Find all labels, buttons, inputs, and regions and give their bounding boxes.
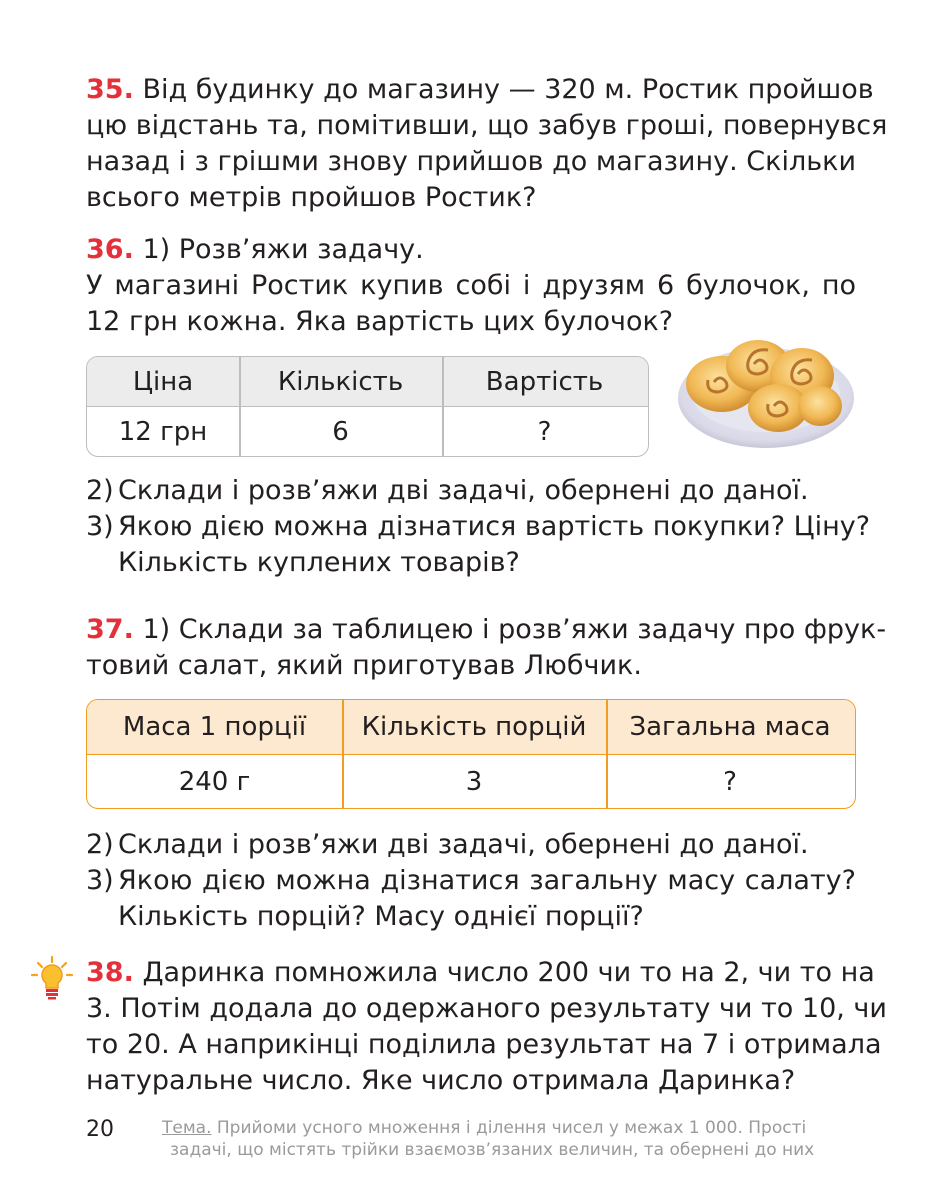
table-header-cell: Кількість [277, 367, 404, 397]
problem-38-line-1: 38. Даринка помножила число 200 чи то на 2, чи то на [86, 957, 875, 988]
problem-36-task-3-line-1: Якою дією можна дізнатися вартість покупки? Ціну? [118, 511, 871, 542]
problem-number: 35. [86, 74, 134, 105]
buns-plate-image [674, 320, 858, 452]
problem-37-line-2: товий салат, який приготував Любчик. [86, 650, 642, 681]
problem-35-line-2: цю відстань та, помітивши, що забув гроші, повернувся [86, 110, 888, 141]
problem-38-line-4: натуральне число. Яке число отримала Даринка? [86, 1065, 796, 1096]
table-cell: ? [723, 767, 737, 797]
problem-number: 38. [86, 957, 134, 988]
table-cell: ? [537, 417, 552, 447]
table-cell: 240 г [178, 767, 251, 797]
table-header-cell: Вартість [485, 367, 604, 397]
problem-36-line-2: 12 грн кожна. Яка вартість цих булочок? [86, 306, 674, 337]
table-header-cell: Кількість порцій [361, 712, 587, 742]
page-number: 20 [86, 1117, 114, 1142]
problem-35-line-4: всього метрів пройшов Ростик? [86, 182, 537, 213]
table-cell: 6 [332, 417, 349, 447]
problem-number: 37. [86, 614, 134, 645]
task-label: 3) [86, 511, 114, 542]
problem-number: 36. [86, 234, 134, 265]
table-cell: 12 грн [118, 417, 208, 447]
problem-37-task-3-line-2: Кількість порцій? Масу однієї порції? [118, 901, 644, 932]
topic-line-1: Прийоми усного множення і ділення чисел у межах 1 000. Прості [211, 1118, 807, 1138]
price-table [86, 356, 649, 457]
problem-36-line-1: У магазині Ростик купив собі і друзям 6 булочок, по [86, 270, 856, 301]
problem-35-line-3: назад і з грішми знову прийшов до магазину. Скільки [86, 146, 856, 177]
topic-footer [162, 1117, 814, 1161]
problem-37-task-3-line-1: Якою дією можна дізнатися загальну масу салату? [118, 865, 856, 896]
topic-line-2: задачі, що містять трійки взаємозв’язаних величин, та обернені до них [170, 1140, 815, 1160]
problem-36-task-2: Склади і розв’яжи дві задачі, обернені до даної. [118, 475, 809, 506]
problem-38-line-2: 3. Потім додала до одержаного результату чи то 10, чи [86, 993, 887, 1024]
table-cell: 3 [465, 767, 483, 797]
problem-36-task-3-line-2: Кількість куплених товарів? [118, 547, 520, 578]
problem-35-line-1: 35. Від будинку до магазину — 320 м. Ростик пройшов [86, 74, 874, 105]
problem-37-line-1: 37. 1) Склади за таблицею і розв’яжи задачу про фрук- [86, 614, 887, 645]
table-header-cell: Маса 1 порції [122, 712, 307, 742]
table-header-cell: Ціна [132, 367, 194, 397]
problem-36-intro: 36. 1) Розв’яжи задачу. [86, 234, 424, 265]
task-label: 2) [86, 829, 114, 860]
task-label: 2) [86, 475, 114, 506]
table-header-cell: Загальна маса [629, 712, 831, 742]
task-label: 3) [86, 865, 114, 896]
lightbulb-icon [30, 955, 74, 1001]
salad-table [86, 699, 856, 809]
topic-label: Тема. [162, 1118, 212, 1138]
problem-37-task-2: Склади і розв’яжи дві задачі, обернені до даної. [118, 829, 809, 860]
problem-38-line-3: то 20. А наприкінці поділила результат на 7 і отримала [86, 1029, 882, 1060]
